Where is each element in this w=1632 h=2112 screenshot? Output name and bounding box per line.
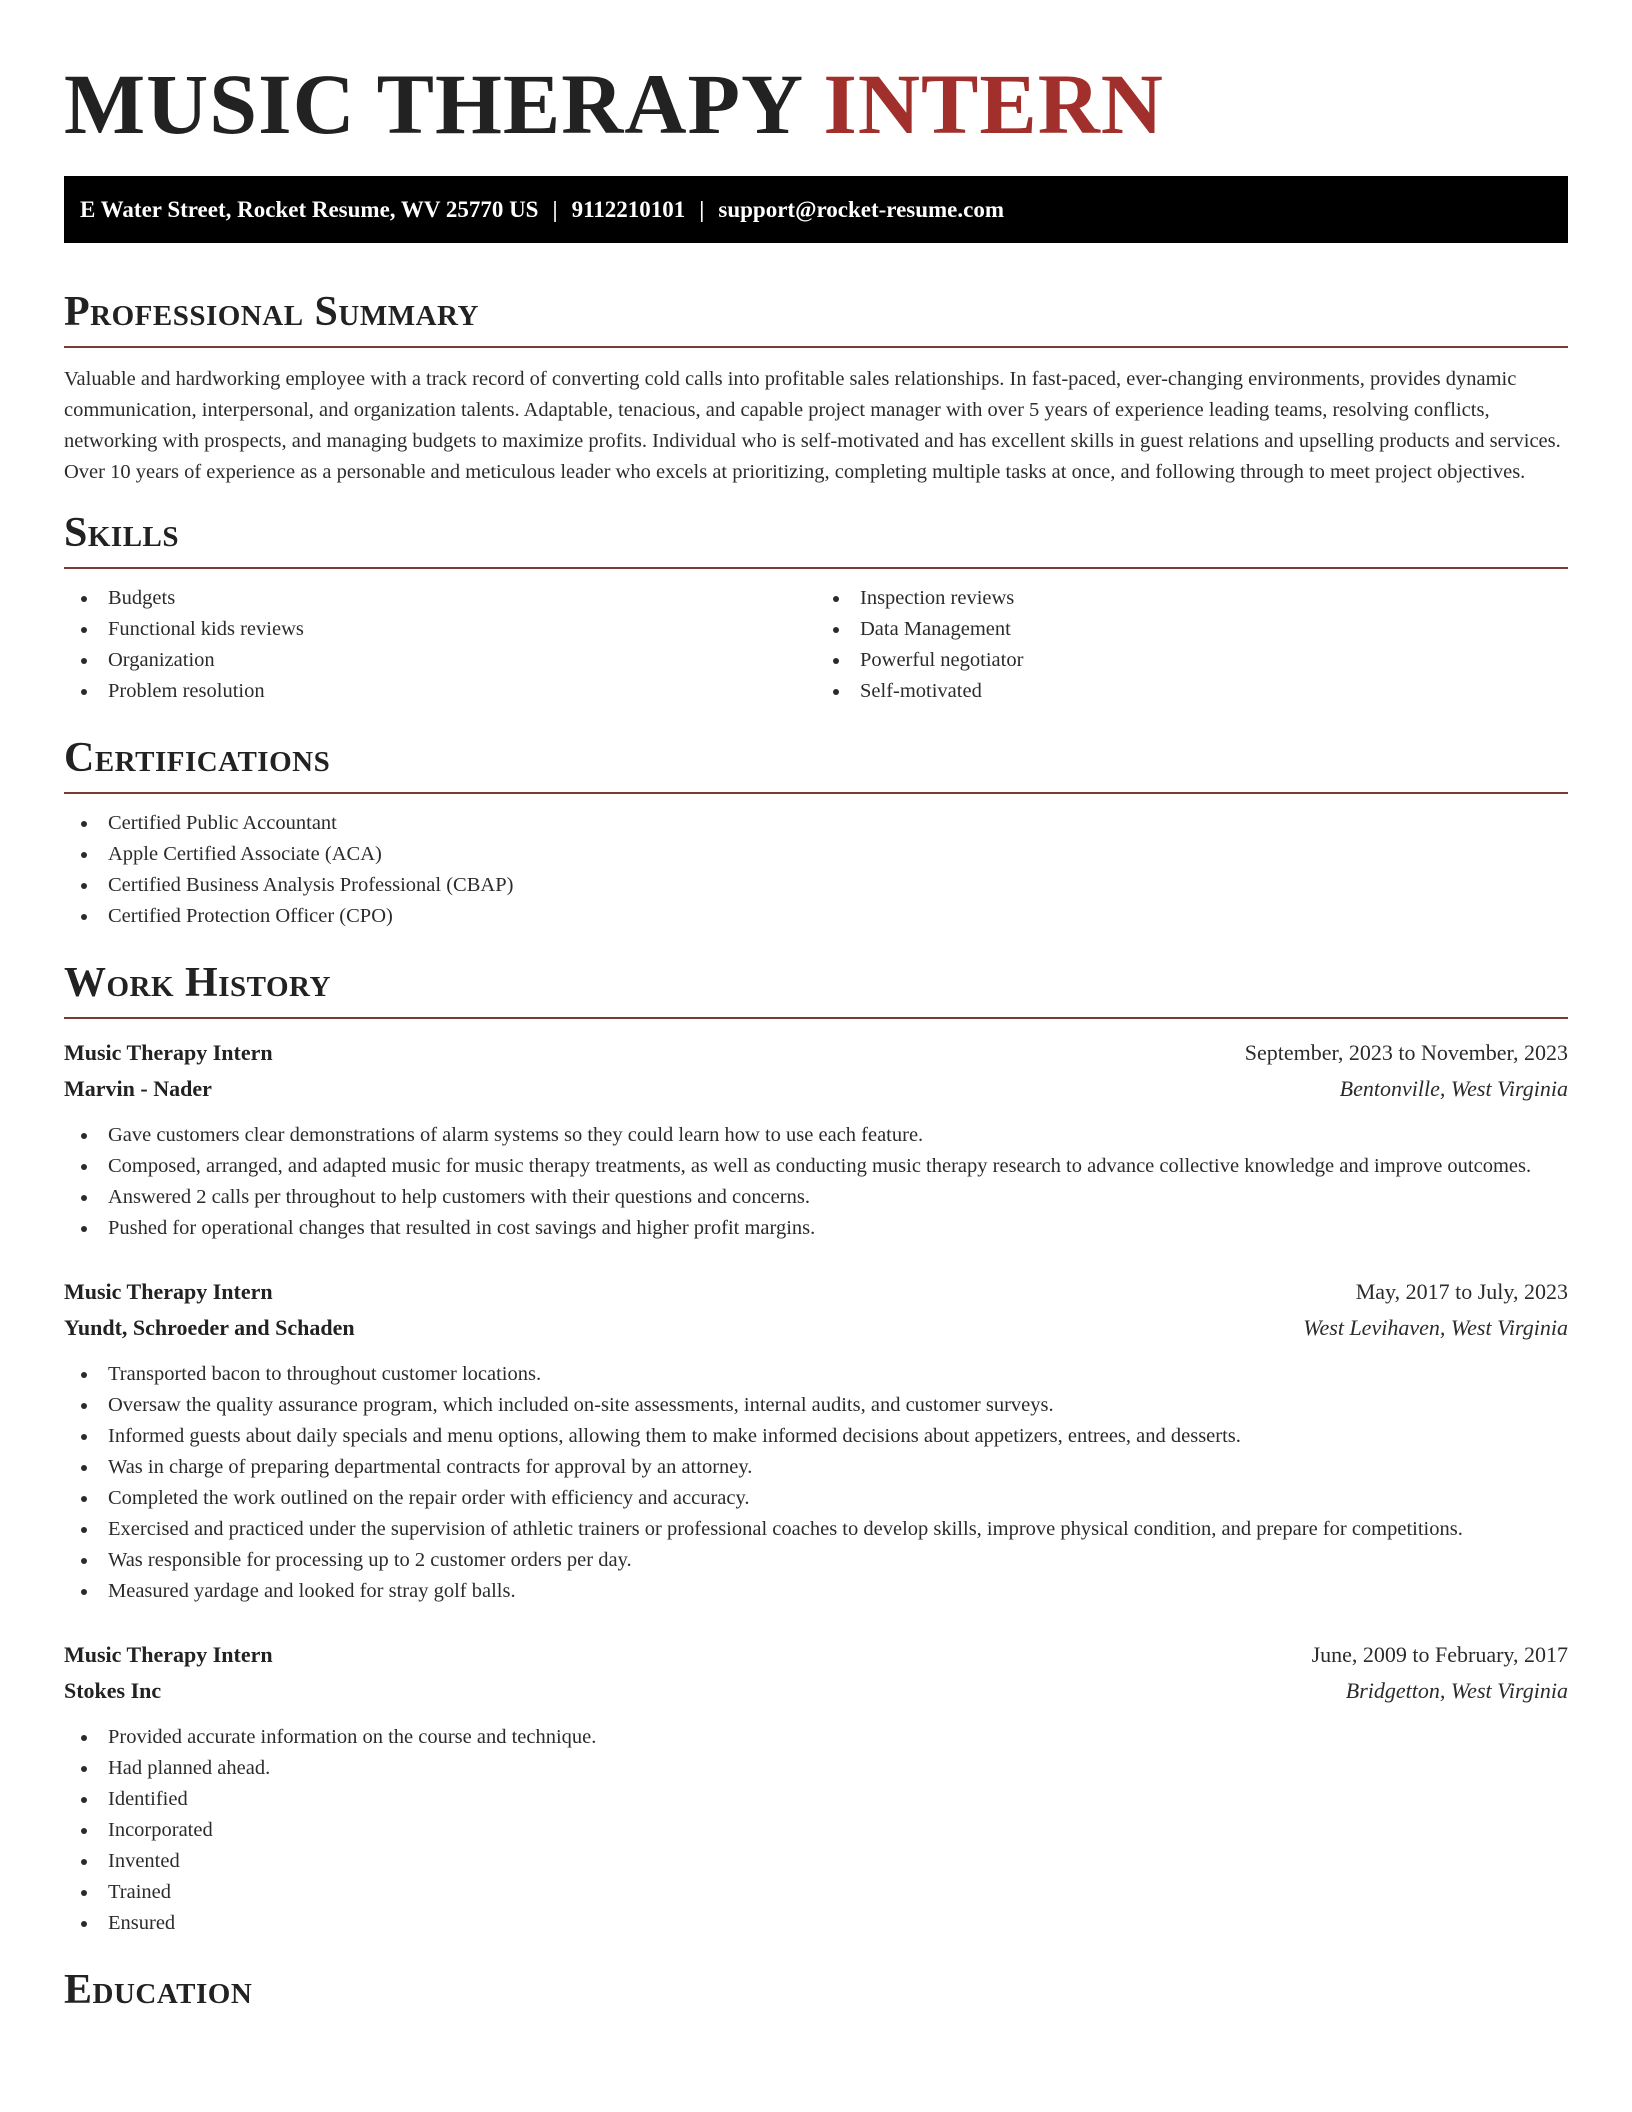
title-accent: INTERN	[823, 56, 1164, 152]
job-duty-item: Pushed for operational changes that resulted in cost savings and higher profit margins.	[64, 1213, 1568, 1244]
contact-phone: 9112210101	[571, 197, 686, 222]
work-history-heading: Work History	[64, 960, 331, 1006]
job-company-row	[64, 1071, 1568, 1107]
resume-title	[64, 0, 1568, 156]
job-duties-list	[64, 1722, 1568, 1939]
work-history-section	[64, 958, 1568, 1939]
job-dates: May, 2017 to July, 2023	[1355, 1279, 1568, 1304]
education-heading: Education	[64, 1967, 253, 2013]
job-entry	[64, 1637, 1568, 1939]
job-company: Marvin - Nader	[64, 1076, 212, 1101]
job-duty-item: Provided accurate information on the course and technique.	[64, 1722, 1568, 1753]
education-section	[64, 1965, 1568, 2015]
skill-item: Functional kids reviews	[64, 614, 816, 645]
certifications-list	[64, 808, 1568, 932]
summary-text: Valuable and hardworking employee with a track record of converting cold calls into profitable sales relationships. In fast-paced, ever-changing environments, provides dynamic communication, interpersonal, and organization talents. Adaptable, tenacious, and capable project manager with over 5 years of experience leading teams, resolving conflicts, networking with prospects, and managing budgets to maximize profits. Individual who is self-motivated and has excellent skills in guest relations and upselling products and services. Over 10 years of experience as a personable and meticulous leader who excels at prioritizing, completing multiple tasks at once, and following through to meet project objectives.	[64, 368, 1561, 483]
contact-email: support@rocket-resume.com	[718, 197, 1005, 222]
skills-columns	[64, 583, 1568, 707]
job-header-row	[64, 1274, 1568, 1310]
job-duty-item: Oversaw the quality assurance program, which included on-site assessments, internal audits, and customer surveys.	[64, 1390, 1568, 1421]
contact-separator: |	[552, 197, 558, 222]
contact-address: E Water Street, Rocket Resume, WV 25770 US	[80, 197, 539, 222]
job-duty-item: Transported bacon to throughout customer locations.	[64, 1359, 1568, 1390]
job-dates: June, 2009 to February, 2017	[1311, 1642, 1568, 1667]
job-duty-item: Was in charge of preparing departmental contracts for approval by an attorney.	[64, 1452, 1568, 1483]
skills-list-right	[816, 583, 1568, 707]
contact-separator: |	[699, 197, 705, 222]
job-company: Stokes Inc	[64, 1678, 162, 1703]
job-duty-item: Was responsible for processing up to 2 customer orders per day.	[64, 1545, 1568, 1576]
certification-item: Certified Business Analysis Professional (CBAP)	[64, 870, 1568, 901]
job-duty-item: Completed the work outlined on the repair order with efficiency and accuracy.	[64, 1483, 1568, 1514]
section-divider	[64, 792, 1568, 794]
certifications-section	[64, 733, 1568, 932]
skill-item: Inspection reviews	[816, 583, 1568, 614]
skill-item: Budgets	[64, 583, 816, 614]
skill-item: Data Management	[816, 614, 1568, 645]
job-duty-item: Answered 2 calls per throughout to help customers with their questions and concerns.	[64, 1182, 1568, 1213]
certification-item: Certified Protection Officer (CPO)	[64, 901, 1568, 932]
job-entry	[64, 1035, 1568, 1244]
summary-heading: Professional Summary	[64, 289, 479, 335]
job-duty-item: Incorporated	[64, 1815, 1568, 1846]
job-location: Bridgetton, West Virginia	[1345, 1678, 1568, 1703]
job-duty-item: Composed, arranged, and adapted music for music therapy treatments, as well as conducting music therapy research to advance collective knowledge and improve outcomes.	[64, 1151, 1568, 1182]
section-divider	[64, 1017, 1568, 1019]
skill-item: Powerful negotiator	[816, 645, 1568, 676]
certifications-heading: Certifications	[64, 735, 331, 781]
job-duty-item: Measured yardage and looked for stray golf balls.	[64, 1576, 1568, 1607]
job-duty-item: Gave customers clear demonstrations of alarm systems so they could learn how to use each feature.	[64, 1120, 1568, 1151]
job-company-row	[64, 1310, 1568, 1346]
job-duty-item: Invented	[64, 1846, 1568, 1877]
job-company-row	[64, 1673, 1568, 1709]
skills-heading: Skills	[64, 510, 180, 556]
job-duties-list	[64, 1359, 1568, 1607]
job-duty-item: Identified	[64, 1784, 1568, 1815]
skill-item: Problem resolution	[64, 676, 816, 707]
job-duty-item: Informed guests about daily specials and menu options, allowing them to make informed decisions about appetizers, entrees, and desserts.	[64, 1421, 1568, 1452]
job-duties-list	[64, 1120, 1568, 1244]
job-title: Music Therapy Intern	[64, 1279, 273, 1304]
certification-item: Certified Public Accountant	[64, 808, 1568, 839]
job-duty-item: Ensured	[64, 1908, 1568, 1939]
job-company: Yundt, Schroeder and Schaden	[64, 1315, 355, 1340]
title-main: MUSIC THERAPY	[64, 56, 801, 152]
section-divider	[64, 346, 1568, 348]
contact-bar	[64, 176, 1568, 243]
job-duty-item: Had planned ahead.	[64, 1753, 1568, 1784]
skills-section	[64, 508, 1568, 707]
job-title: Music Therapy Intern	[64, 1040, 273, 1065]
job-duty-item: Trained	[64, 1877, 1568, 1908]
job-header-row	[64, 1637, 1568, 1673]
job-header-row	[64, 1035, 1568, 1071]
skill-item: Organization	[64, 645, 816, 676]
job-location: Bentonville, West Virginia	[1339, 1076, 1568, 1101]
certification-item: Apple Certified Associate (ACA)	[64, 839, 1568, 870]
job-dates: September, 2023 to November, 2023	[1244, 1040, 1568, 1065]
section-divider	[64, 567, 1568, 569]
job-title: Music Therapy Intern	[64, 1642, 273, 1667]
job-location: West Levihaven, West Virginia	[1303, 1315, 1568, 1340]
job-entry	[64, 1274, 1568, 1607]
skills-list-left	[64, 583, 816, 707]
job-duty-item: Exercised and practiced under the supervision of athletic trainers or professional coaches to develop skills, improve physical condition, and prepare for competitions.	[64, 1514, 1568, 1545]
skill-item: Self-motivated	[816, 676, 1568, 707]
summary-section	[64, 287, 1568, 488]
